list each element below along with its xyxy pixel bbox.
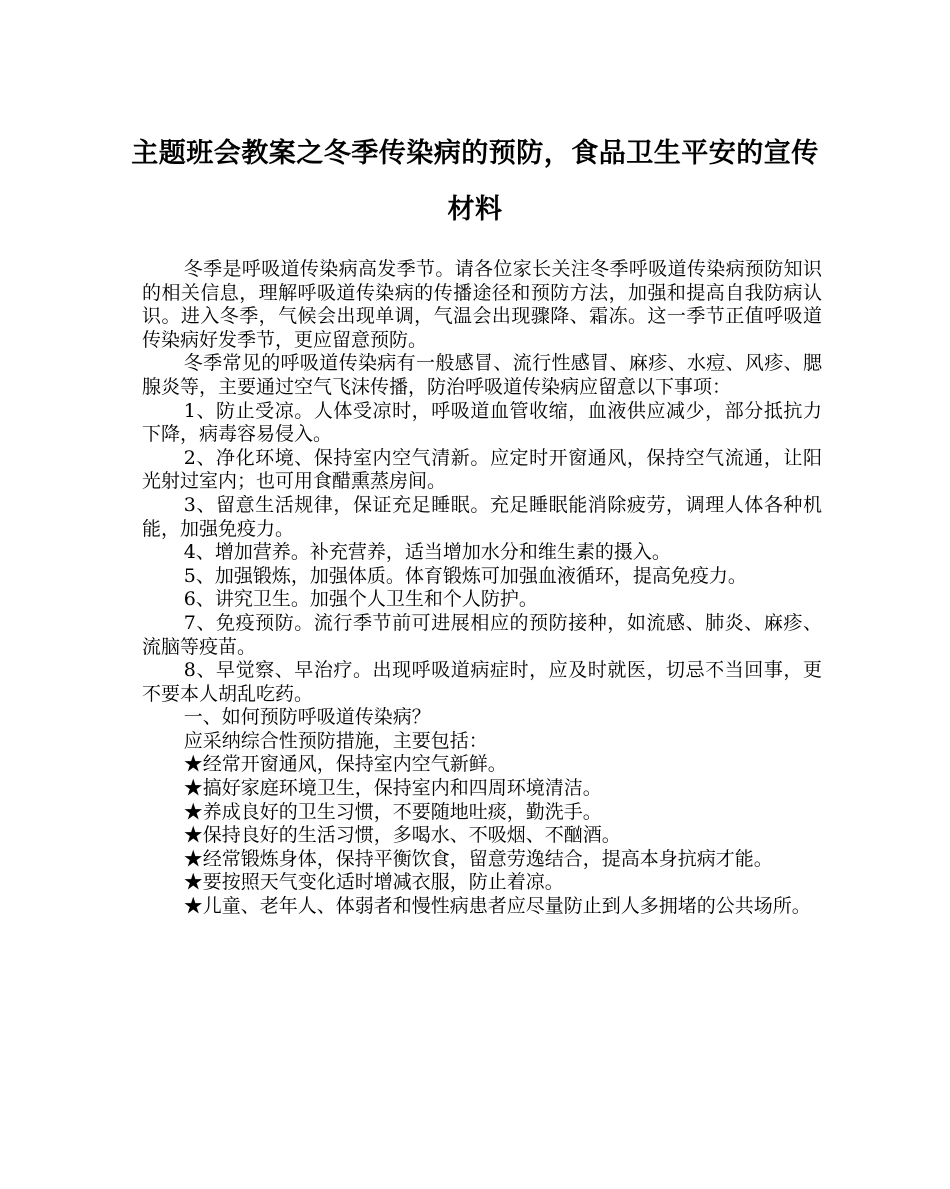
paragraph-common-diseases: 冬季常见的呼吸道传染病有一般感冒、流行性感冒、麻疹、水痘、风疹、腮腺炎等，主要通过空气飞沫传播，防治呼吸道传染病应留意以下事项： [142, 352, 822, 398]
list-item-4: 4、增加营养。补充营养，适当增加水分和维生素的摄入。 [183, 541, 671, 564]
section-heading: 一、如何预防呼吸道传染病？ [183, 706, 431, 729]
bullet-item: ★经常锻炼身体，保持平衡饮食，留意劳逸结合，提高本身抗病才能。 [183, 847, 773, 870]
bullet-item: ★保持良好的生活习惯，多喝水、不吸烟、不酗酒。 [183, 824, 621, 847]
list-item-2: 2、净化环境、保持室内空气清新。应定时开窗通风，保持空气流通，让阳光射过室内；也可用食醋熏蒸房间。 [142, 446, 822, 493]
bullet-item: ★搞好家庭环境卫生，保持室内和四周环境清洁。 [183, 777, 602, 800]
bullet-item: ★经常开窗通风，保持室内空气新鲜。 [183, 753, 507, 776]
list-item-5: 5、加强锻炼，加强体质。体育锻炼可加强血液循环，提高免疫力。 [183, 564, 747, 587]
paragraph-intro: 冬季是呼吸道传染病高发季节。请各位家长关注冬季呼吸道传染病预防知识的相关信息，理解呼吸道传染病的传播途径和预防方法，加强和提高自我防病认识。进入冬季，气候会出现单调，气温会出现骤降、霜冻。这一季节正值呼吸道传染病好发季节，更应留意预防。 [142, 258, 822, 351]
list-item-6: 6、讲究卫生。加强个人卫生和个人防护。 [183, 588, 538, 611]
list-item-7: 7、免疫预防。流行季节前可进展相应的预防接种，如流感、肺炎、麻疹、流脑等疫苗。 [142, 611, 822, 658]
document-body [142, 258, 822, 919]
bullet-item: ★养成良好的卫生习惯，不要随地吐痰，勤洗手。 [183, 800, 602, 823]
list-item-3: 3、留意生活规律，保证充足睡眠。充足睡眠能消除疲劳，调理人体各种机能，加强免疫力。 [142, 493, 822, 540]
document-title: 主题班会教案之冬季传染病的预防，食品卫生平安的宣传材料 [131, 138, 819, 225]
paragraph-measures-intro: 应采纳综合性预防措施，主要包括： [183, 729, 488, 752]
bullet-item: ★要按照天气变化适时增减衣服，防止着凉。 [183, 871, 564, 894]
list-item-8: 8、早觉察、早治疗。出现呼吸道病症时，应及时就医，切忌不当回事，更不要本人胡乱吃药。 [142, 659, 822, 705]
bullet-item: ★儿童、老年人、体弱者和慢性病患者应尽量防止到人多拥堵的公共场所。 [183, 895, 811, 918]
list-item-1: 1、防止受凉。人体受凉时，呼吸道血管收缩，血液供应减少，部分抵抗力下降，病毒容易侵入。 [142, 399, 822, 446]
